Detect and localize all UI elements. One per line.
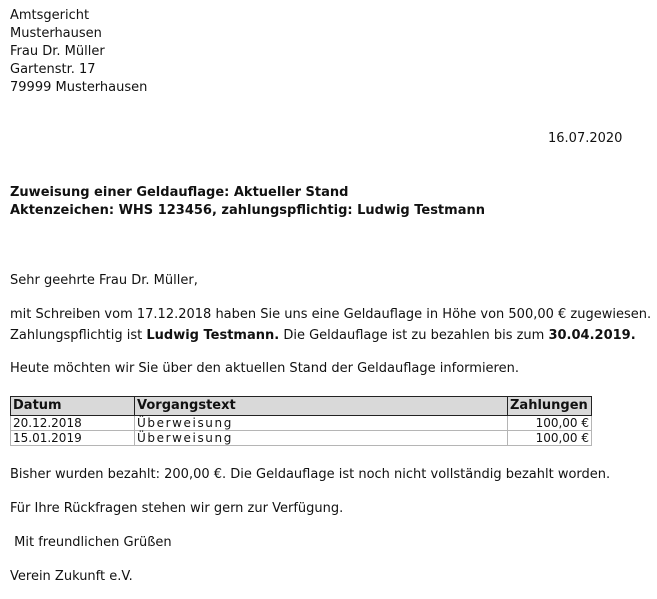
deadline-text: Die Geldauflage ist zu bezahlen bis zum [279,328,549,343]
signature: Verein Zukunft e.V. [10,569,133,584]
paragraph-1-line-1: mit Schreiben vom 17.12.2018 haben Sie uns eine Geldauflage in Höhe von 500,00 € zugewiesen. [10,307,652,322]
column-header-payments: Zahlungen [508,397,592,416]
recipient-line: 79999 Musterhausen [10,80,148,95]
paragraph-3: Bisher wurden bezahlt: 200,00 €. Die Geldauflage ist noch nicht vollständig bezahlt worden. [10,467,611,482]
closing: Mit freundlichen Grüßen [10,535,172,550]
payer-prefix: Zahlungspflichtig ist [10,328,147,343]
recipient-line: Gartenstr. 17 [10,62,96,77]
paragraph-1-line-2 [10,327,636,345]
cell-date: 20.12.2018 [11,416,135,431]
salutation: Sehr geehrte Frau Dr. Müller, [10,273,198,288]
cell-date: 15.01.2019 [11,431,135,446]
column-header-date: Datum [11,397,135,416]
column-header-description: Vorgangstext [135,397,508,416]
paragraph-2: Heute möchten wir Sie über den aktuellen Stand der Geldauflage informieren. [10,361,519,376]
letter-date: 16.07.2020 [548,131,623,146]
paragraph-4: Für Ihre Rückfragen stehen wir gern zur Verfügung. [10,501,344,516]
recipient-line: Musterhausen [10,26,102,41]
recipient-line: Frau Dr. Müller [10,44,105,59]
subject-line-1: Zuweisung einer Geldauflage: Aktueller Stand [10,185,349,200]
table-header-row [11,397,592,416]
cell-description: Überweisung [135,416,508,431]
recipient-address [10,7,147,97]
recipient-line: Amtsgericht [10,8,90,23]
cell-amount: 100,00 € [508,416,592,431]
deadline-date: 30.04.2019. [548,328,636,343]
cell-description: Überweisung [135,431,508,446]
payments-table [10,396,592,446]
table-row [11,416,592,431]
payer-name: Ludwig Testmann. [146,328,280,343]
cell-amount: 100,00 € [508,431,592,446]
table-row [11,431,592,446]
subject-line-2: Aktenzeichen: WHS 123456, zahlungspflichtig: Ludwig Testmann [10,203,485,218]
